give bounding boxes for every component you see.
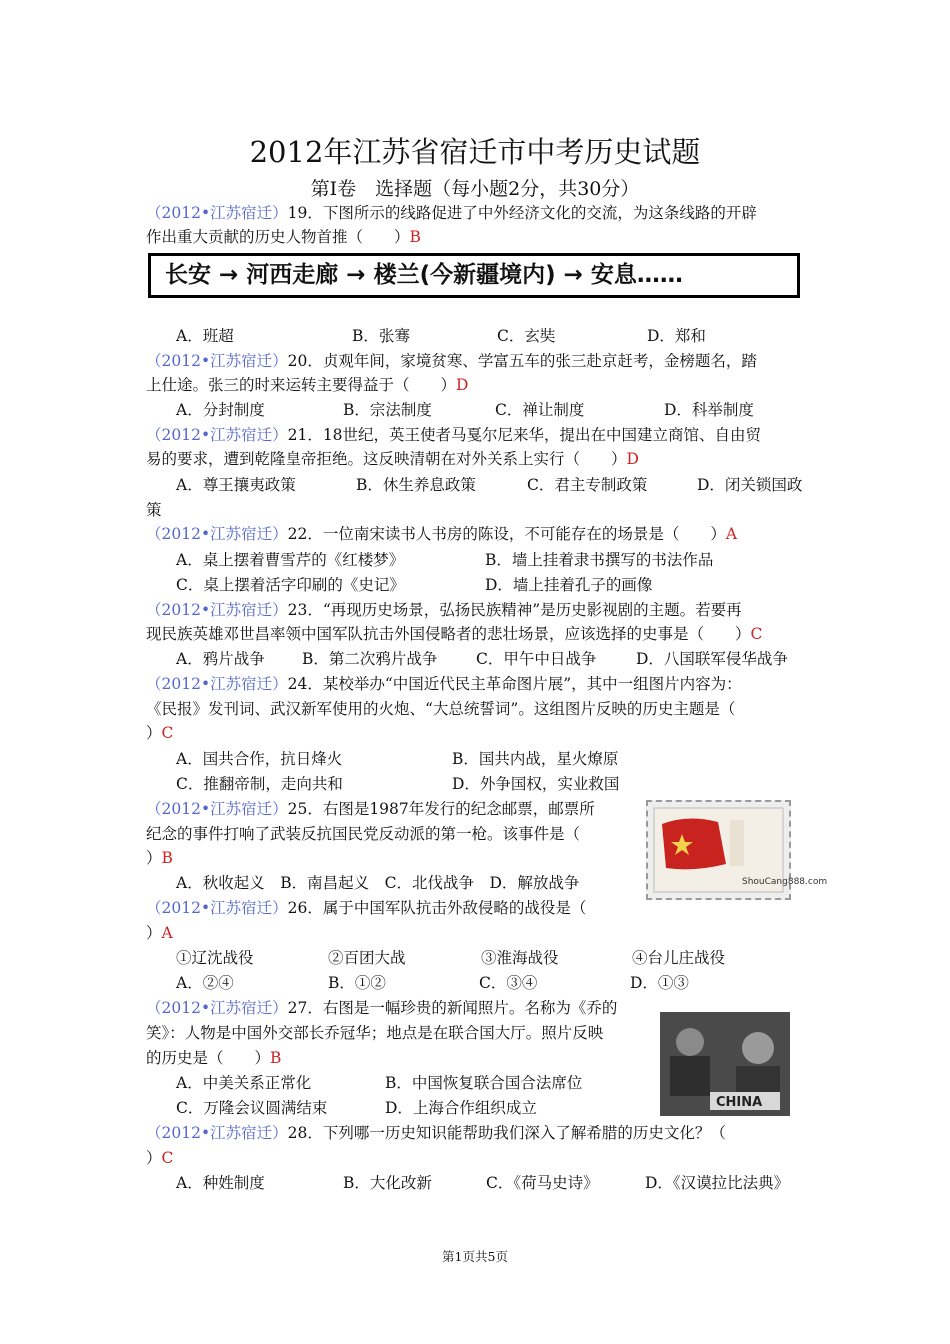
q26-option-d: D．①③ (630, 974, 689, 992)
q26-item-3: ③淮海战役 (481, 949, 559, 967)
q19-line2: 作出重大贡献的历史人物首推（ ）B (146, 228, 421, 246)
q23-line1: （2012•江苏宿迁）23．“再现历史场景，弘扬民族精神”是历史影视剧的主题。若要再 (146, 601, 742, 619)
q27-option-c: C．万隆会议圆满结束 (176, 1099, 328, 1117)
q28-option-c: C．《荷马史诗》 (486, 1174, 599, 1192)
q23-line2: 现民族英雄邓世昌率领中国军队抗击外国侵略者的悲壮场景，应该选择的史事是（ ）C (146, 625, 763, 643)
q22-option-b: B．墙上挂着隶书撰写的书法作品 (485, 551, 714, 569)
q28-option-a: A．种姓制度 (176, 1174, 265, 1192)
q19-option-b: B．张骞 (352, 327, 410, 345)
q24-line2: 《民报》发刊词、武汉新军使用的火炮、“大总统誓词”。这组图片反映的历史主题是（ (146, 700, 736, 718)
q26-option-c: C．③④ (479, 974, 538, 992)
q19-option-a: A．班超 (176, 327, 234, 345)
q24-line3: ）C (146, 724, 174, 742)
q27-line1: （2012•江苏宿迁）27．右图是一幅珍贵的新闻照片。名称为《乔的 (146, 999, 618, 1017)
q26-option-b: B．①② (328, 974, 386, 992)
q25-line2: 纪念的事件打响了武装反抗国民党反动派的第一枪。该事件是（ (146, 825, 581, 843)
q19-option-c: C．玄奘 (497, 327, 556, 345)
q26-item-2: ②百团大战 (328, 949, 406, 967)
q21-line1: （2012•江苏宿迁）21．18世纪，英王使者马戛尔尼来华，提出在中国建立商馆、自由贸 (146, 426, 762, 444)
section-title: 第Ⅰ卷 选择题（每小题2分，共30分） (310, 178, 640, 200)
q24-line1: （2012•江苏宿迁）24．某校举办“中国近代民主革命图片展”，其中一组图片内容为： (146, 675, 742, 693)
page-title: 2012年江苏省宿迁市中考历史试题 (249, 135, 701, 169)
q27-line3: 的历史是（ ）B (146, 1049, 282, 1067)
q20-option-b: B．宗法制度 (343, 401, 432, 419)
q26-line1: （2012•江苏宿迁）26．属于中国军队抗击外敌侵略的战役是（ (146, 899, 587, 917)
q20-line2: 上仕途。张三的时来运转主要得益于（ ）D (146, 376, 469, 394)
q19-line1: （2012•江苏宿迁）19．下图所示的线路促进了中外经济文化的交流，为这条线路的开辟 (146, 204, 757, 222)
q24-option-a: A．国共合作，抗日烽火 (176, 750, 343, 768)
q21-option-d: D．闭关锁国政 (697, 476, 803, 494)
q26-item-4: ④台儿庄战役 (632, 949, 726, 967)
q28-option-d: D．《汉谟拉比法典》 (645, 1174, 790, 1192)
svg-text:CHINA: CHINA (716, 1095, 763, 1110)
q24-option-b: B．国共内战，星火燎原 (452, 750, 619, 768)
q28-line2: ）C (146, 1149, 174, 1167)
q23-option-c: C．甲午中日战争 (476, 650, 597, 668)
q27-option-a: A．中美关系正常化 (176, 1074, 312, 1092)
q26-line2: ）A (146, 924, 173, 942)
q25-line3: ）B (146, 849, 173, 867)
q21-option-c: C．君主专制政策 (527, 476, 648, 494)
q23-option-b: B．第二次鸦片战争 (302, 650, 438, 668)
q24-option-c: C．推翻帝制，走向共和 (176, 775, 343, 793)
q27-option-d: D．上海合作组织成立 (385, 1099, 537, 1117)
q23-option-d: D．八国联军侵华战争 (636, 650, 788, 668)
route-diagram: 长安 → 河西走廊 → 楼兰(今新疆境内) → 安息…… (148, 253, 800, 298)
q20-line1: （2012•江苏宿迁）20．贞观年间，家境贫寒、学富五车的张三赴京赶考，金榜题名，踏 (146, 352, 757, 370)
commemorative-stamp-image (646, 800, 828, 900)
q22-option-a: A．桌上摆着曹雪芹的《红楼梦》 (176, 551, 405, 569)
q24-option-d: D．外争国权，实业救国 (452, 775, 620, 793)
news-photo-image (660, 1012, 790, 1116)
q20-option-c: C．禅让制度 (495, 401, 585, 419)
q25-options: A．秋收起义 B．南昌起义 C．北伐战争 D．解放战争 (176, 874, 580, 892)
q26-option-a: A．②④ (176, 974, 234, 992)
q21-option-b: B．休生养息政策 (356, 476, 476, 494)
q20-option-d: D．科举制度 (664, 401, 754, 419)
svg-text:ShouCang888.com: ShouCang888.com (742, 877, 828, 887)
q27-line2: 笑》：人物是中国外交部长乔冠华；地点是在联合国大厅。照片反映 (146, 1024, 604, 1042)
q21-line2: 易的要求，遭到乾隆皇帝拒绝。这反映清朝在对外关系上实行（ ）D (146, 450, 639, 468)
q21-option-d-wrap: 策 (146, 501, 162, 519)
page-footer: 第1页共5页 (442, 1249, 508, 1264)
q28-line1: （2012•江苏宿迁）28．下列哪一历史知识能帮助我们深入了解希腊的历史文化？（ (146, 1124, 726, 1142)
q27-option-b: B．中国恢复联合国合法席位 (385, 1074, 583, 1092)
q21-option-a: A．尊王攘夷政策 (176, 476, 296, 494)
q28-option-b: B．大化改新 (343, 1174, 432, 1192)
q26-item-1: ①辽沈战役 (176, 949, 254, 967)
q25-line1: （2012•江苏宿迁）25．右图是1987年发行的纪念邮票，邮票所 (146, 800, 595, 818)
q19-option-d: D．郑和 (647, 327, 706, 345)
q22-option-c: C．桌上摆着活字印刷的《史记》 (176, 576, 405, 594)
q22-option-d: D．墙上挂着孔子的画像 (485, 576, 653, 594)
q23-option-a: A．鸦片战争 (176, 650, 265, 668)
q22-line1: （2012•江苏宿迁）22．一位南宋读书人书房的陈设，不可能存在的场景是（ ）A (146, 525, 738, 543)
q20-option-a: A．分封制度 (176, 401, 265, 419)
